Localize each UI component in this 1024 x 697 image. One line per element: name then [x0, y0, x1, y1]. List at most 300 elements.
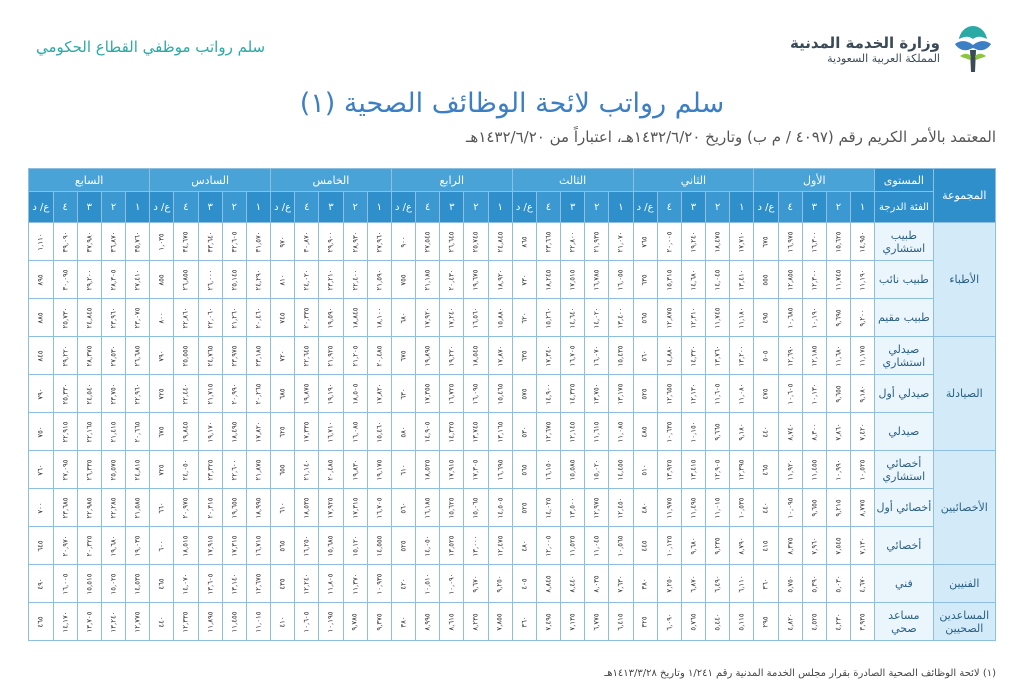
- salary-cell: [851, 375, 875, 413]
- salary-value: ٥٦٥: [278, 539, 287, 552]
- salary-value: ٦٢٥: [278, 425, 287, 438]
- salary-cell: [53, 489, 77, 527]
- salary-value: ٢٨,٣٧٥: [85, 344, 94, 367]
- salary-value: ١٢,٧٧٥: [133, 610, 142, 633]
- salary-cell: [29, 565, 54, 603]
- salary-value: ٤٦٥: [761, 463, 770, 476]
- salary-value: ١٩,٦٥٥: [230, 496, 239, 519]
- salary-value: ١٦,٧٨٥: [592, 268, 601, 291]
- salary-cell: [802, 489, 826, 527]
- salary-cell: [585, 413, 609, 451]
- salary-value: ٩,٦٧٠: [471, 574, 480, 593]
- table-row: [29, 337, 996, 375]
- salary-cell: [609, 299, 633, 337]
- salary-value: ١٥,١٢٠: [351, 534, 360, 557]
- salary-value: ٤٤٥: [641, 539, 650, 552]
- salary-cell: [633, 603, 657, 641]
- salary-cell: [754, 603, 778, 641]
- salary-cell: [536, 489, 560, 527]
- salary-cell: [271, 527, 295, 565]
- footnote: (١) لائحة الوظائف الصحية الصادرة بقرار مجلس الخدمة المدنية رقم ١/٢٤١ وتاريخ ١٤١٣/٣/٢٨هـ: [604, 668, 996, 679]
- salary-cell: [754, 527, 778, 565]
- salary-cell: [585, 261, 609, 299]
- salary-value: ١٤,٥٥٥: [375, 534, 384, 557]
- salary-value: ١٢,٩٠٥: [713, 458, 722, 481]
- salary-cell: [826, 527, 850, 565]
- salary-cell: [706, 375, 730, 413]
- salary-cell: [633, 337, 657, 375]
- salary-value: ٢٠,٦٦٥: [133, 420, 142, 443]
- salary-value: ١٧,٩١٥: [206, 534, 215, 557]
- salary-value: ١٣,٧٠٥: [85, 610, 94, 633]
- salary-cell: [416, 489, 440, 527]
- salary-value: ٧٥٥: [399, 273, 408, 286]
- table-row: [29, 413, 996, 451]
- salary-value: ٢٠,٩٧٥: [181, 496, 190, 519]
- salary-value: ٢٣,٢١٠: [326, 268, 335, 291]
- table-row: [29, 603, 996, 641]
- salary-value: ١١,٨٠٥: [326, 572, 335, 595]
- salary-value: ١٢,٨٥٥: [786, 268, 795, 291]
- salary-cell: [706, 261, 730, 299]
- salary-value: ١٦,٧٠٥: [568, 344, 577, 367]
- salary-cell: [512, 413, 536, 451]
- salary-cell: [416, 413, 440, 451]
- step-header: ٣: [802, 192, 826, 223]
- salary-cell: [657, 451, 681, 489]
- salary-value: ١,٠٣٥: [157, 232, 166, 251]
- salary-value: ٩,٦٥٥: [834, 384, 843, 403]
- salary-cell: [440, 413, 464, 451]
- salary-value: ١٠,١٣٠: [810, 382, 819, 405]
- salary-cell: [464, 261, 488, 299]
- salary-cell: [851, 451, 875, 489]
- salary-value: ٢٠,٤٣٠: [447, 268, 456, 291]
- salary-value: ٢٠,٣٣٥: [302, 306, 311, 329]
- salary-value: ٢٠,٩٩٠: [230, 382, 239, 405]
- salary-cell: [53, 337, 77, 375]
- salary-cell: [561, 261, 585, 299]
- salary-cell: [53, 375, 77, 413]
- salary-cell: [367, 261, 391, 299]
- salary-cell: [681, 603, 705, 641]
- salary-cell: [464, 413, 488, 451]
- salary-value: ١١,٦٠٥: [713, 382, 722, 405]
- salary-value: ١٧,٩٢٥: [326, 496, 335, 519]
- job-category: مساعد صحي: [875, 603, 933, 641]
- salary-value: ٢١,٩٣٥: [592, 230, 601, 253]
- table-row: [29, 299, 996, 337]
- salary-value: ١٧,٥١٥: [568, 268, 577, 291]
- salary-cell: [246, 261, 270, 299]
- salary-cell: [609, 413, 633, 451]
- salary-value: ٢٢,٩٦٠: [133, 382, 142, 405]
- salary-cell: [561, 451, 585, 489]
- salary-value: ٤٦٥: [157, 577, 166, 590]
- salary-cell: [29, 527, 54, 565]
- salary-cell: [778, 223, 802, 261]
- salary-value: ٢٠,٤٦٠: [254, 306, 263, 329]
- salary-cell: [319, 489, 343, 527]
- salary-cell: [730, 375, 754, 413]
- salary-cell: [440, 603, 464, 641]
- salary-value: ٦٣٥: [520, 349, 529, 362]
- salary-value: ٢٣,٩٧٥: [230, 344, 239, 367]
- job-category: أخصائي: [875, 527, 933, 565]
- salary-cell: [536, 413, 560, 451]
- salary-value: ١٥,٦٢٥: [447, 496, 456, 519]
- salary-cell: [53, 565, 77, 603]
- salary-cell: [295, 489, 319, 527]
- step-header: ٤: [657, 192, 681, 223]
- salary-cell: [174, 451, 198, 489]
- salary-value: ١٠,٦٣٥: [665, 420, 674, 443]
- salary-cell: [512, 261, 536, 299]
- salary-value: ٢٧,٤١٠: [133, 268, 142, 291]
- step-header: ٢: [706, 192, 730, 223]
- step-header: ٢: [826, 192, 850, 223]
- salary-value: ١٣,٥٠٠: [568, 496, 577, 519]
- salary-cell: [77, 413, 101, 451]
- salary-cell: [367, 527, 391, 565]
- salary-cell: [101, 223, 125, 261]
- salary-value: ١٧,٨٧٠: [496, 344, 505, 367]
- salary-cell: [706, 527, 730, 565]
- salary-value: ٩,٣٧٥: [375, 612, 384, 631]
- salary-value: ٢٢,٤٤٠: [181, 382, 190, 405]
- salary-value: ١٦,٩٧٥: [786, 230, 795, 253]
- salary-value: ٦٠٠: [157, 539, 166, 552]
- salary-value: ٢٥,٧٣٠: [61, 306, 70, 329]
- salary-value: ٦٣٥: [641, 273, 650, 286]
- salary-cell: [754, 451, 778, 489]
- salary-cell: [681, 223, 705, 261]
- salary-value: ١٥,٨٨٠: [496, 306, 505, 329]
- salary-value: ١٠,٥٦٥: [616, 534, 625, 557]
- salary-cell: [416, 223, 440, 261]
- salary-cell: [271, 375, 295, 413]
- level-header-row: [29, 169, 996, 192]
- salary-cell: [343, 413, 367, 451]
- salary-value: ١١,٣٧٠: [351, 572, 360, 595]
- salary-value: ٨٦٥: [520, 235, 529, 248]
- step-header: ٢: [464, 192, 488, 223]
- salary-cell: [150, 451, 174, 489]
- salary-cell: [706, 603, 730, 641]
- salary-value: ٢١,١٤٠: [302, 458, 311, 481]
- salary-value: ٢٣,٧٥٠: [109, 382, 118, 405]
- salary-value: ١٦,٠٠٥: [61, 572, 70, 595]
- salary-value: ٤٧٥: [761, 387, 770, 400]
- salary-cell: [174, 565, 198, 603]
- salary-cell: [440, 261, 464, 299]
- ministry-title: وزارة الخدمة المدنية: [789, 34, 940, 52]
- salary-cell: [391, 375, 415, 413]
- salary-value: ٢١,٤١٥: [109, 420, 118, 443]
- salary-cell: [29, 299, 54, 337]
- salary-value: ٣٩,٠٩٠: [61, 230, 70, 253]
- salary-table-container: [28, 168, 996, 656]
- step-header: ١: [609, 192, 633, 223]
- salary-value: ٥٣٠: [520, 425, 529, 438]
- salary-value: ١٠,٥٣٥: [737, 496, 746, 519]
- step-header: ع/ د: [754, 192, 778, 223]
- salary-cell: [126, 223, 150, 261]
- salary-cell: [174, 223, 198, 261]
- salary-value: ١١,٠١٥: [713, 496, 722, 519]
- salary-cell: [561, 603, 585, 641]
- salary-value: ١٦,٠٩٥: [471, 382, 480, 405]
- salary-cell: [295, 413, 319, 451]
- table-row: [29, 565, 996, 603]
- salary-value: ١٦,٧١٠: [326, 420, 335, 443]
- salary-cell: [536, 603, 560, 641]
- salary-value: ٢٢,٩١٥: [61, 420, 70, 443]
- salary-value: ٥٢٥: [641, 387, 650, 400]
- salary-cell: [754, 489, 778, 527]
- salary-cell: [561, 489, 585, 527]
- salary-value: ١٥,٥٨٥: [568, 458, 577, 481]
- salary-cell: [464, 223, 488, 261]
- salary-value: ١٥,٢٦٠: [544, 306, 553, 329]
- salary-cell: [754, 261, 778, 299]
- salary-cell: [101, 489, 125, 527]
- salary-value: ١٠,٦٨٥: [786, 306, 795, 329]
- salary-value: ١٩,٨٤٥: [181, 420, 190, 443]
- salary-cell: [222, 527, 246, 565]
- salary-value: ١١,٤٩٥: [689, 496, 698, 519]
- salary-value: ١٣,٧٥٠: [592, 382, 601, 405]
- salary-value: ١٨,٥١٥: [181, 534, 190, 557]
- salary-value: ١٣,٠٠٠: [471, 534, 480, 557]
- salary-value: ١٨,١٠٠: [375, 306, 384, 329]
- salary-value: ١٧,٩١٥: [447, 458, 456, 481]
- salary-cell: [536, 451, 560, 489]
- salary-cell: [706, 413, 730, 451]
- salary-value: ٢٦,٠٠٠: [206, 268, 215, 291]
- salary-cell: [440, 223, 464, 261]
- salary-value: ٤٨٥: [641, 425, 650, 438]
- salary-value: ١٠,٦٠٥: [302, 610, 311, 633]
- salary-value: ٤٤٠: [761, 501, 770, 514]
- salary-cell: [706, 299, 730, 337]
- salary-value: ١٤,٩٥٠: [858, 230, 867, 253]
- salary-cell: [464, 603, 488, 641]
- salary-cell: [367, 337, 391, 375]
- salary-value: ٢٢,٦٤٥: [302, 344, 311, 367]
- salary-value: ١١,٩٧٥: [665, 496, 674, 519]
- salary-value: ١٤,٠٤٥: [713, 268, 722, 291]
- salary-value: ٧,٤٩٥: [544, 612, 553, 631]
- salary-cell: [512, 337, 536, 375]
- step-header: ٢: [101, 192, 125, 223]
- salary-value: ٢٥,٥٧٥: [109, 458, 118, 481]
- salary-cell: [512, 375, 536, 413]
- salary-value: ٥١٠: [641, 463, 650, 476]
- salary-value: ١١,٧٤٥: [713, 306, 722, 329]
- salary-value: ٤٦٥: [36, 615, 45, 628]
- level-header: السابع: [29, 169, 150, 192]
- salary-cell: [391, 413, 415, 451]
- salary-cell: [536, 337, 560, 375]
- salary-value: ١٧,٢٤٠: [447, 306, 456, 329]
- salary-cell: [633, 223, 657, 261]
- salary-cell: [343, 223, 367, 261]
- salary-value: ٣٨٠: [399, 615, 408, 628]
- step-header: ٤: [53, 192, 77, 223]
- salary-cell: [343, 299, 367, 337]
- salary-cell: [29, 603, 54, 641]
- salary-value: ٢١,٩٢٥: [326, 344, 335, 367]
- salary-value: ٢١,٥٩٠: [375, 268, 384, 291]
- salary-cell: [222, 223, 246, 261]
- salary-value: ١٣,٦٠٥: [206, 572, 215, 595]
- salary-cell: [271, 603, 295, 641]
- salary-value: ٢٤,٨٤٥: [85, 306, 94, 329]
- salary-cell: [29, 413, 54, 451]
- group-column-header: المجموعة: [933, 169, 995, 223]
- salary-value: ٩,٦٩٥: [834, 308, 843, 327]
- salary-value: ١٢,٣٣٥: [181, 610, 190, 633]
- step-header: ٣: [561, 192, 585, 223]
- salary-cell: [126, 413, 150, 451]
- salary-value: ١٦,٠٧٠: [592, 344, 601, 367]
- salary-cell: [319, 603, 343, 641]
- salary-cell: [633, 375, 657, 413]
- salary-value: ٧,٢٥٠: [665, 574, 674, 593]
- salary-cell: [657, 413, 681, 451]
- salary-cell: [77, 337, 101, 375]
- salary-cell: [126, 299, 150, 337]
- salary-value: ٨,٦١٥: [447, 612, 456, 631]
- salary-value: ٢٥,٣٣٠: [61, 382, 70, 405]
- salary-cell: [730, 565, 754, 603]
- salary-value: ١٢,٨٧٥: [665, 306, 674, 329]
- salary-cell: [778, 565, 802, 603]
- salary-value: ١٥,٣١٥: [665, 268, 674, 291]
- salary-value: ١٢,٦٥٥: [665, 382, 674, 405]
- page-subtitle: المعتمد بالأمر الكريم رقم (٤٠٩٧ / م ب) وتاريخ ١٤٣٢/٦/٢٠هـ، اعتباراً من ١٤٣٢/٦/٢٠هـ: [466, 128, 996, 146]
- salary-cell: [367, 451, 391, 489]
- salary-value: ٢٨,٩٣٠: [351, 230, 360, 253]
- salary-cell: [29, 489, 54, 527]
- salary-cell: [440, 527, 464, 565]
- salary-value: ٧,٤٢٠: [858, 422, 867, 441]
- salary-value: ٥٦٥: [641, 311, 650, 324]
- salary-table-body: [29, 223, 996, 641]
- salary-cell: [295, 603, 319, 641]
- salary-cell: [174, 299, 198, 337]
- salary-value: ١٠,٥١٠: [423, 572, 432, 595]
- salary-cell: [29, 337, 54, 375]
- salary-cell: [319, 223, 343, 261]
- salary-cell: [851, 413, 875, 451]
- job-category: طبيب استشاري: [875, 223, 933, 261]
- salary-cell: [778, 451, 802, 489]
- salary-value: ٣٤,٦٧٥: [181, 230, 190, 253]
- salary-cell: [464, 299, 488, 337]
- salary-value: ٢٩,٢٠٠: [85, 268, 94, 291]
- salary-cell: [826, 489, 850, 527]
- salary-cell: [295, 299, 319, 337]
- salary-cell: [416, 451, 440, 489]
- salary-value: ١٨,٤٧٥: [713, 230, 722, 253]
- salary-value: ١٤,٤٥٥: [616, 458, 625, 481]
- salary-value: ٦١٠: [278, 501, 287, 514]
- step-header: ٣: [681, 192, 705, 223]
- salary-value: ١٩,٨٩٥: [423, 344, 432, 367]
- salary-cell: [295, 337, 319, 375]
- salary-cell: [657, 337, 681, 375]
- salary-value: ١٩,٠٣٥: [133, 534, 142, 557]
- salary-cell: [536, 527, 560, 565]
- salary-cell: [198, 603, 222, 641]
- salary-cell: [657, 261, 681, 299]
- salary-value: ٢١,٨٧٥: [254, 458, 263, 481]
- salary-value: ١٤,٣٢٥: [447, 420, 456, 443]
- step-header: ٤: [536, 192, 560, 223]
- salary-cell: [464, 489, 488, 527]
- salary-cell: [174, 261, 198, 299]
- salary-value: ١٧,٧١٠: [737, 230, 746, 253]
- salary-value: ١٤,٩٠٥: [423, 420, 432, 443]
- salary-cell: [101, 413, 125, 451]
- salary-value: ١٣,٢٠٠: [737, 344, 746, 367]
- step-header: ١: [730, 192, 754, 223]
- salary-value: ٧٠٠: [36, 501, 45, 514]
- salary-value: ١٩,٢٤٠: [689, 230, 698, 253]
- salary-cell: [174, 337, 198, 375]
- salary-cell: [319, 261, 343, 299]
- salary-value: ٧,٦٣٠: [616, 574, 625, 593]
- salary-value: ٨١٠: [278, 273, 287, 286]
- salary-cell: [802, 565, 826, 603]
- salary-value: ١٦,١٥٠: [544, 458, 553, 481]
- salary-cell: [681, 489, 705, 527]
- salary-cell: [367, 413, 391, 451]
- salary-value: ١٢,٤٧٥: [496, 534, 505, 557]
- salary-value: ٨,٢٣٥: [471, 612, 480, 631]
- salary-value: ٢٤,٢٩٠: [254, 268, 263, 291]
- step-header: ١: [367, 192, 391, 223]
- salary-cell: [754, 375, 778, 413]
- salary-cell: [246, 489, 270, 527]
- table-row: [29, 527, 996, 565]
- salary-value: ٤,٢٣٠: [834, 612, 843, 631]
- salary-value: ١٥,٤٦٥: [496, 382, 505, 405]
- step-header: ٤: [416, 192, 440, 223]
- salary-value: ١٤,٠٢٠: [592, 306, 601, 329]
- salary-cell: [851, 261, 875, 299]
- salary-value: ٣٠,٠٩٥: [61, 268, 70, 291]
- salary-cell: [657, 565, 681, 603]
- salary-value: ١٤,٣٢٥: [568, 382, 577, 405]
- salary-value: ١٤,٦٨٠: [689, 268, 698, 291]
- salary-value: ١٣,١٤٠: [230, 572, 239, 595]
- salary-cell: [222, 565, 246, 603]
- table-row: [29, 375, 996, 413]
- salary-value: ٢٠,٣٢٥: [85, 534, 94, 557]
- salary-cell: [416, 299, 440, 337]
- salary-value: ٢٣,٣٢٥: [206, 458, 215, 481]
- salary-value: ٣٢٥: [641, 615, 650, 628]
- salary-value: ٧٣٠: [520, 273, 529, 286]
- salary-value: ٢٧,٥٣٠: [109, 344, 118, 367]
- salary-cell: [174, 413, 198, 451]
- salary-value: ١١,٠٨٥: [616, 420, 625, 443]
- salary-cell: [681, 527, 705, 565]
- salary-value: ١٧,٣٣٥: [302, 420, 311, 443]
